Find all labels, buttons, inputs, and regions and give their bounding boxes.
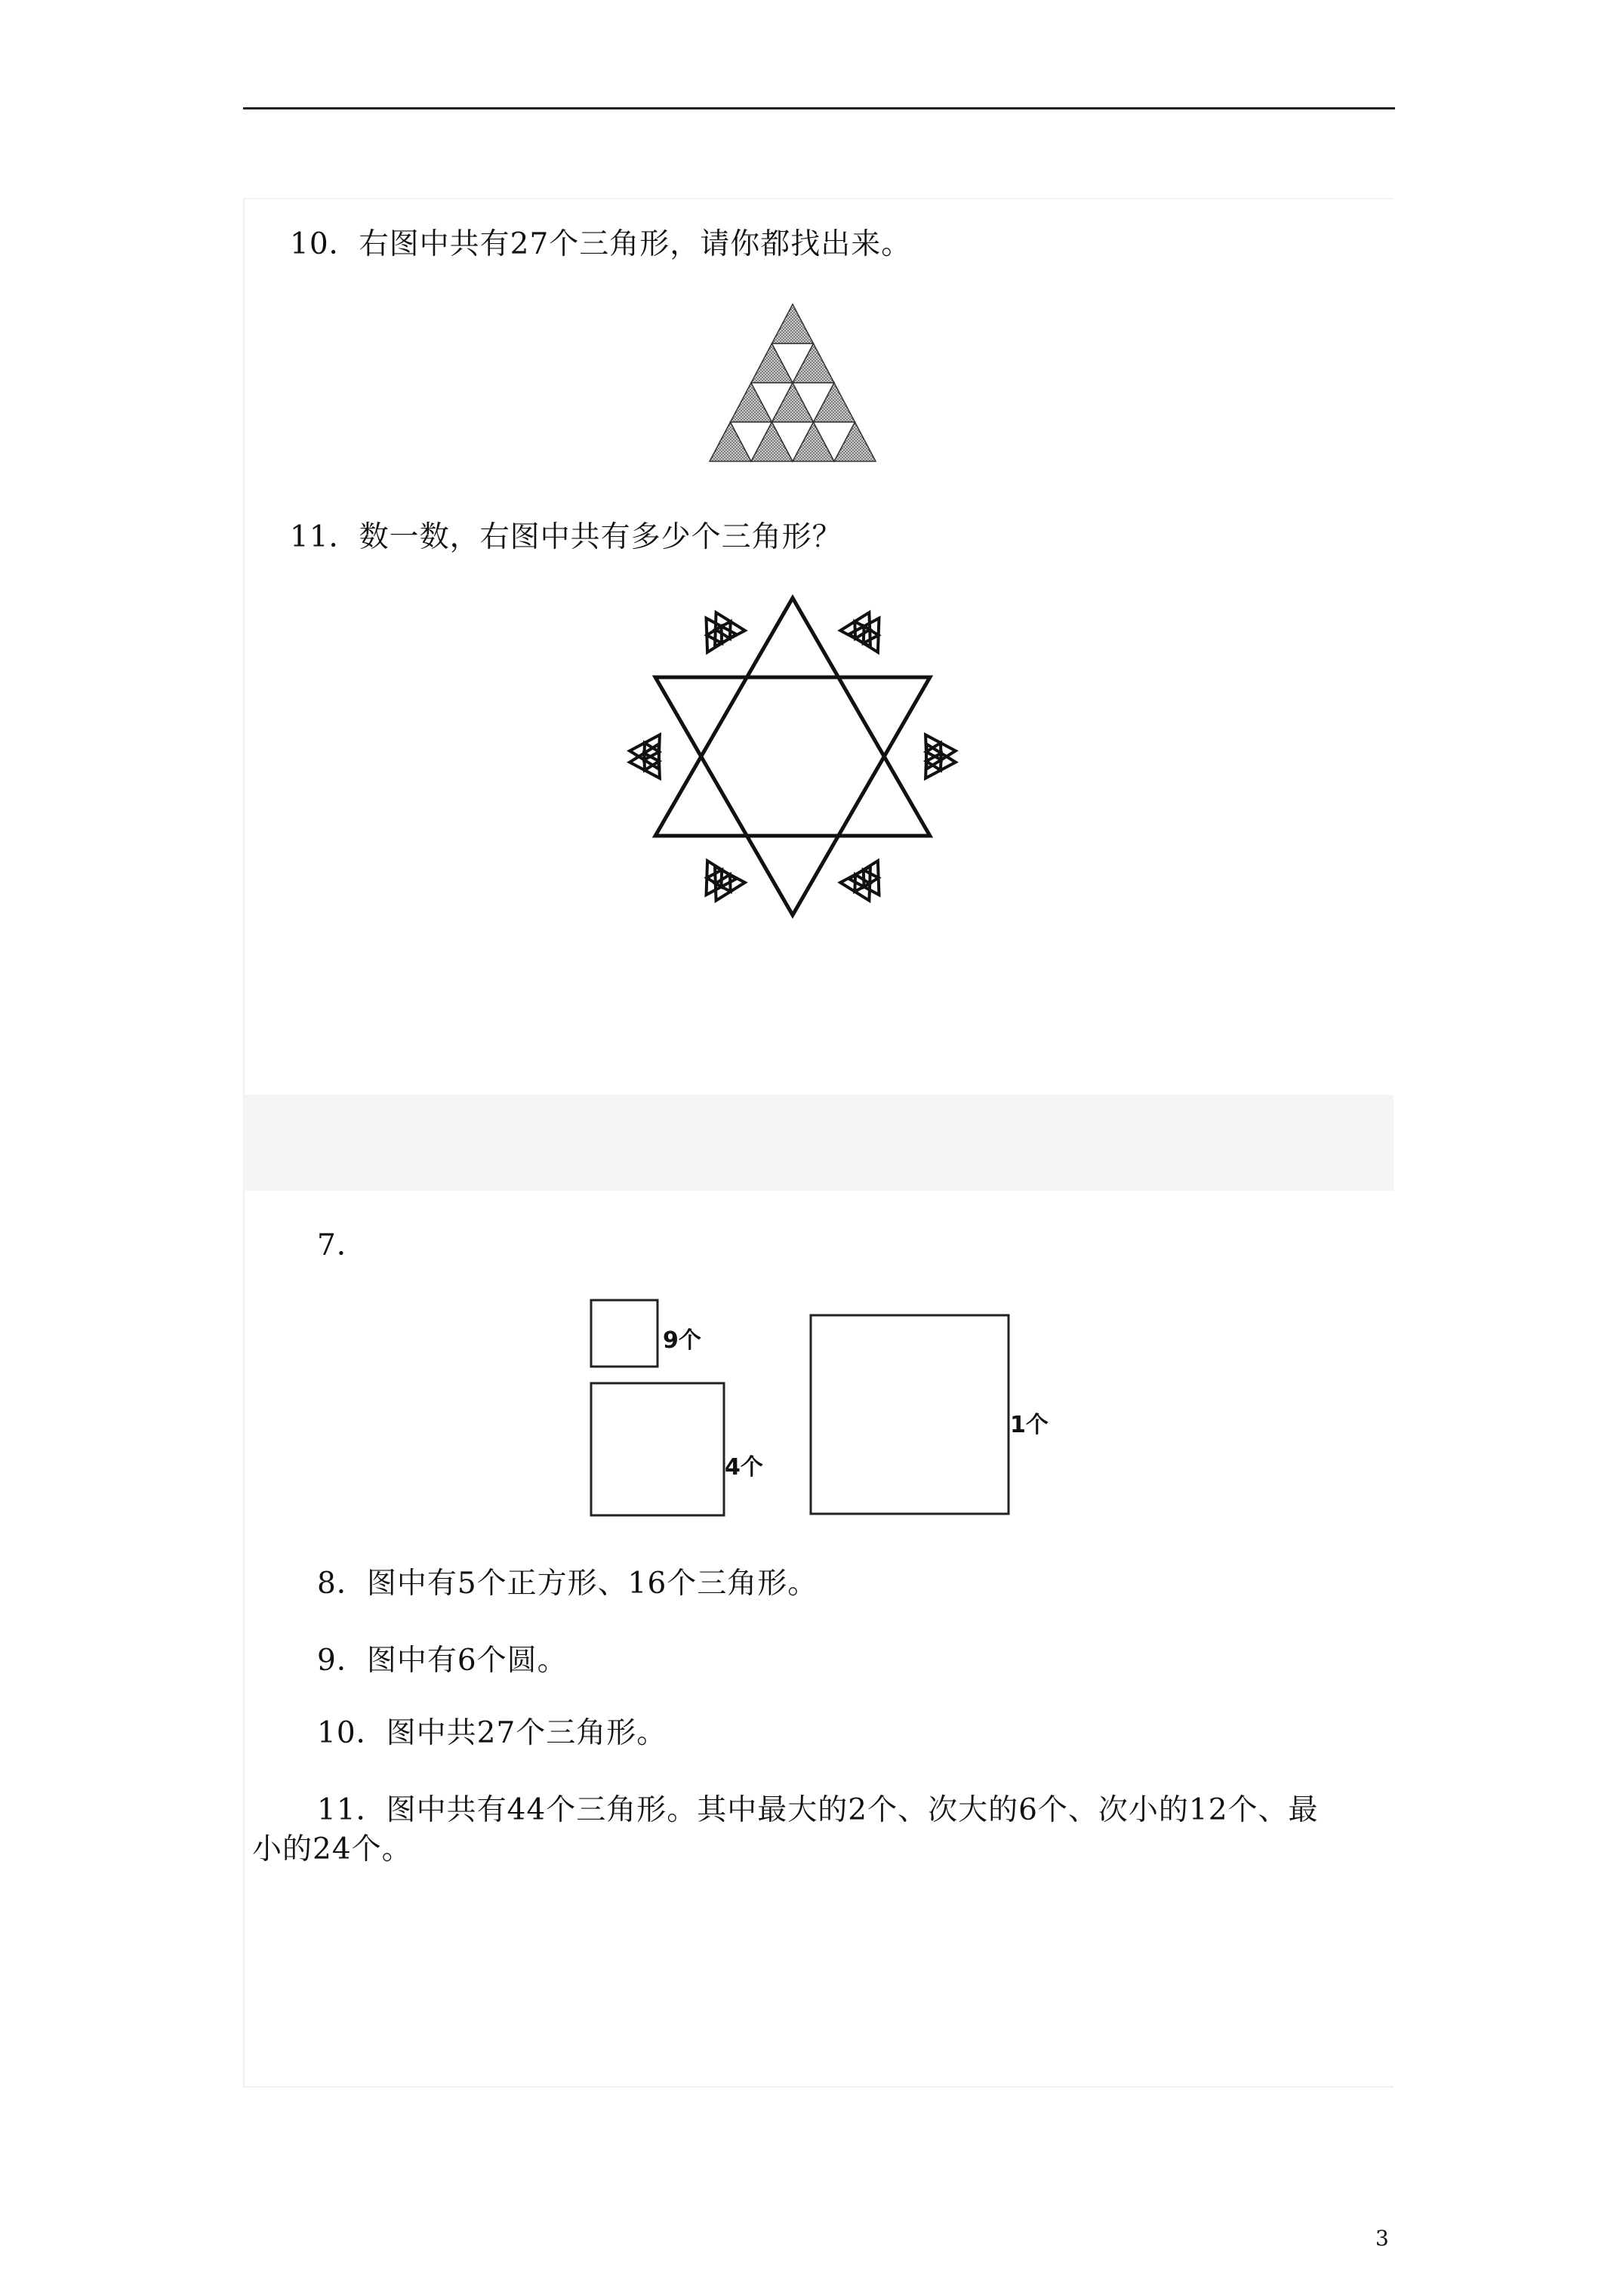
large-square: [811, 1315, 1009, 1514]
question-11-text: 11．数一数，右图中共有多少个三角形？: [290, 520, 842, 554]
small-square: [591, 1300, 658, 1367]
answer-10-text: 10．图中共27个三角形。: [317, 1716, 667, 1750]
squares-figure: [589, 1297, 1012, 1516]
answer-9-text: 9．图中有6个圆。: [317, 1644, 568, 1678]
label-9-squares: 9个: [663, 1327, 701, 1354]
answer-11-line-2: 小的24个。: [252, 1832, 412, 1866]
star-fractal-figure: [619, 581, 966, 929]
label-4-squares: 4个: [725, 1454, 763, 1481]
grid-triangle: [772, 304, 814, 344]
medium-square: [591, 1383, 724, 1515]
question-10-text: 10．右图中共有27个三角形，请你都找出来。: [290, 227, 912, 261]
page-number: 3: [1375, 2226, 1389, 2251]
separator-band: [243, 1095, 1394, 1189]
answer-11-line-1: 11．图中共有44个三角形。其中最大的2个、次大的6个、次小的12个、最: [317, 1793, 1319, 1827]
header-rule: [243, 107, 1395, 109]
star-downward-triangle: [655, 677, 930, 915]
star-upward-triangle: [655, 598, 930, 836]
label-1-square: 1个: [1010, 1412, 1049, 1438]
answer-8-text: 8．图中有5个正方形、16个三角形。: [317, 1567, 818, 1601]
answer-7-label: 7．: [317, 1228, 367, 1262]
triangle-grid-figure: [702, 302, 883, 464]
